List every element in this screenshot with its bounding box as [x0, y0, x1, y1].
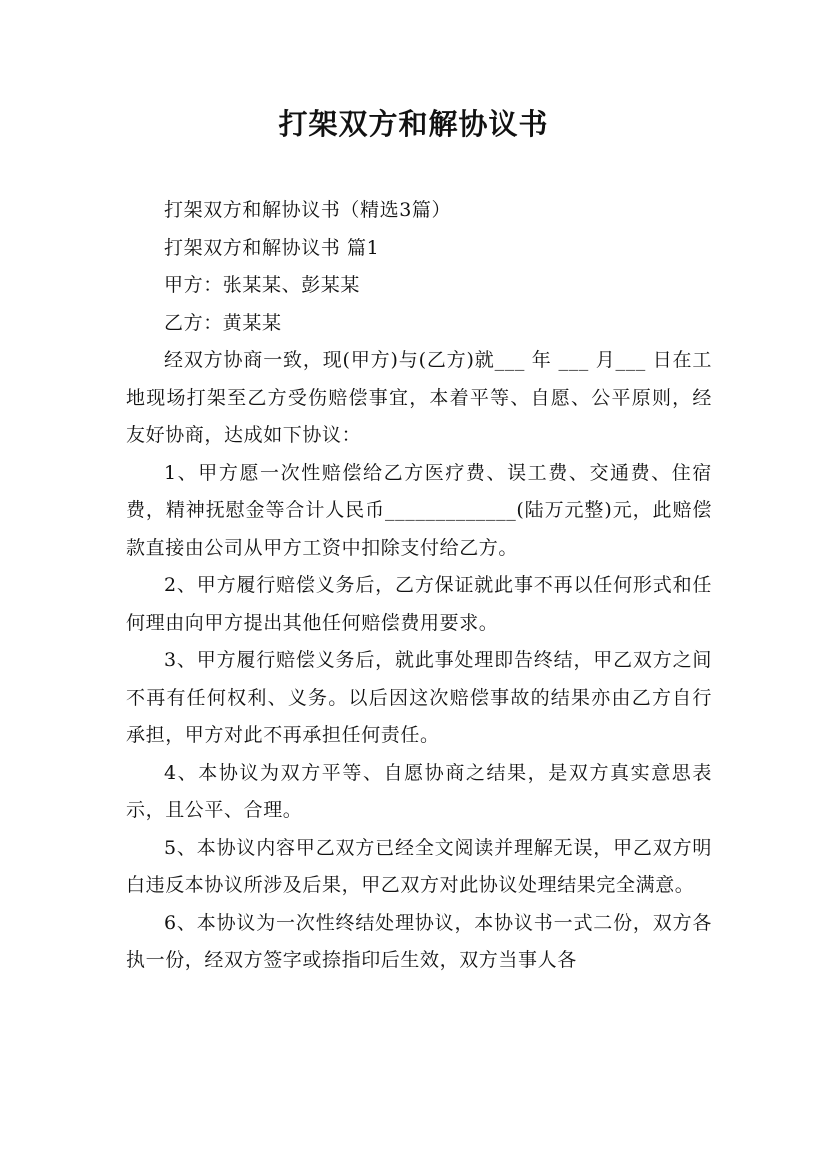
paragraph-party-a: 甲方：张某某、彭某某 [164, 274, 361, 296]
paragraph-clause-4: 4、本协议为双方平等、自愿协商之结果，是双方真实意思表示，且公平、合理。 [126, 761, 712, 821]
paragraph-clause-2: 2、甲方履行赔偿义务后，乙方保证就此事不再以任何形式和任何理由向甲方提出其他任何赔偿费用要求。 [126, 574, 712, 634]
paragraph-section-heading: 打架双方和解协议书 篇1 [164, 236, 380, 259]
paragraph-clause-1: 1、甲方愿一次性赔偿给乙方医疗费、误工费、交通费、住宿费，精神抚慰金等合计人民币_____________(陆万元整)元，此赔偿款直接由公司从甲方工资中扣除支付给乙方。 [126, 461, 712, 559]
paragraph-clause-5: 5、本协议内容甲乙双方已经全文阅读并理解无误，甲乙双方明白违反本协议所涉及后果，甲乙双方对此协议处理结果完全满意。 [126, 836, 712, 896]
document-title: 打架双方和解协议书 [278, 107, 549, 141]
paragraph-clause-6: 6、本协议为一次性终结处理协议，本协议书一式二份，双方各执一份，经双方签字或捺指印后生效，双方当事人各 [126, 911, 712, 971]
paragraph-clause-3: 3、甲方履行赔偿义务后，就此事处理即告终结，甲乙双方之间不再有任何权利、义务。以后因这次赔偿事故的结果亦由乙方自行承担，甲方对此不再承担任何责任。 [126, 649, 712, 746]
paragraph-party-b: 乙方：黄某某 [164, 311, 282, 334]
document-body [126, 192, 712, 980]
paragraph-preamble: 经双方协商一致，现(甲方)与(乙方)就___ 年 ___ 月___ 日在工地现场打架至乙方受伤赔偿事宜，本着平等、自愿、公平原则，经友好协商，达成如下协议： [126, 349, 712, 446]
paragraph-subtitle: 打架双方和解协议书（精选3篇） [164, 199, 452, 221]
